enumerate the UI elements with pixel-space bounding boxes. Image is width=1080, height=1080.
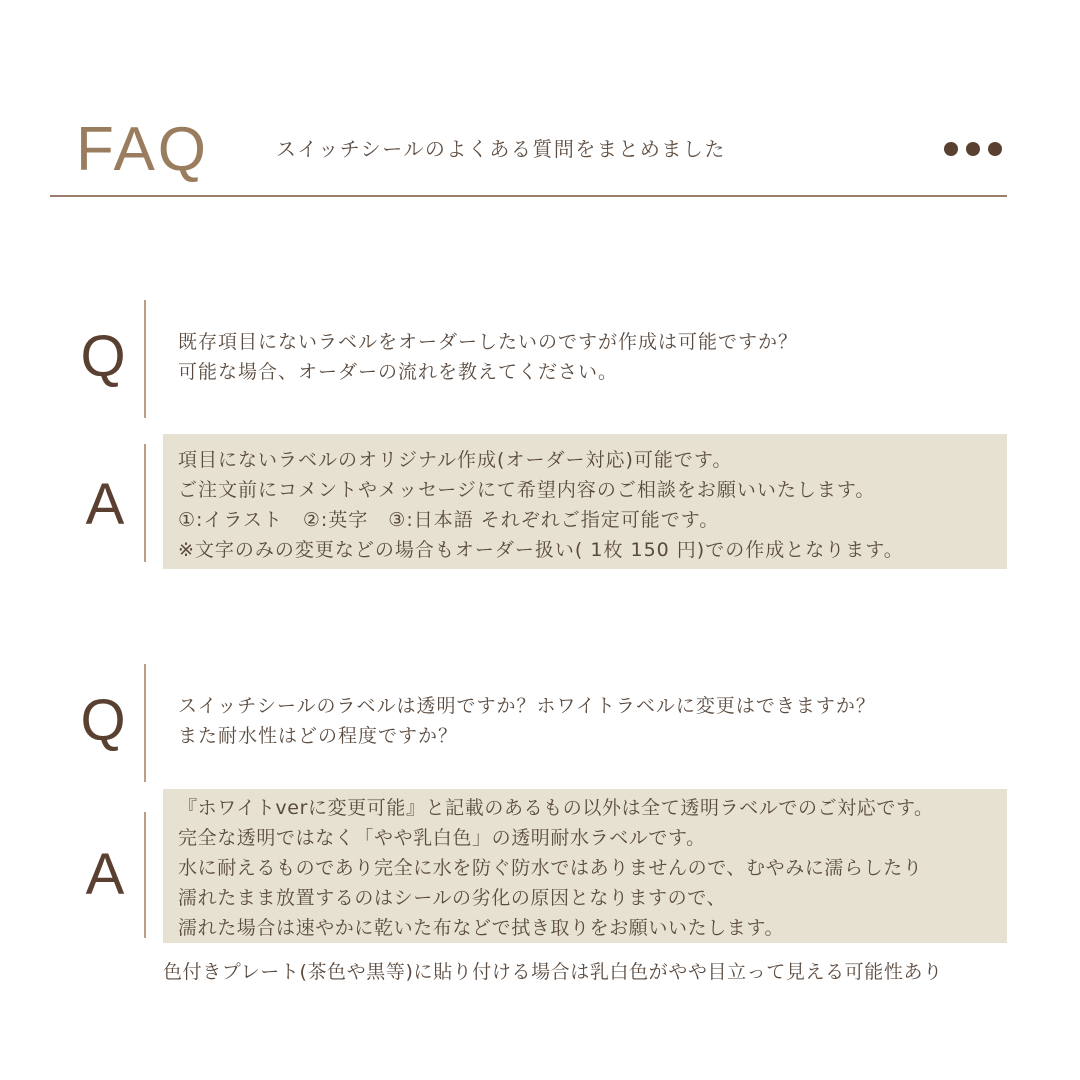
question-divider: [144, 664, 146, 782]
answer-divider: [144, 812, 146, 938]
question-marker: Q: [80, 688, 126, 753]
page-title: FAQ: [76, 115, 210, 184]
dot: [988, 142, 1002, 156]
header-divider: [50, 195, 1007, 197]
question-text: [178, 691, 876, 751]
answer-line: 濡れた場合は速やかに乾いた布などで拭き取りをお願いいたします。: [178, 917, 785, 939]
answer-line: 濡れたまま放置するのはシールの劣化の原因となりますので、: [178, 887, 727, 909]
dot: [944, 142, 958, 156]
answer-text: [178, 793, 934, 943]
question-divider: [144, 300, 146, 418]
answer-divider: [144, 444, 146, 562]
answer-marker: A: [85, 472, 125, 537]
question-line: スイッチシールのラベルは透明ですか？ホワイトラベルに変更はできますか？: [178, 695, 876, 717]
answer-marker: A: [85, 842, 125, 907]
answer-text: [178, 445, 904, 565]
page-subtitle: スイッチシールのよくある質問をまとめました: [276, 137, 726, 161]
answer-line: ※文字のみの変更などの場合もオーダー扱い( 1枚 150 円)での作成となります。: [178, 539, 904, 561]
question-marker: Q: [80, 324, 126, 389]
question-text: [178, 327, 798, 387]
dot: [966, 142, 980, 156]
more-dots-icon[interactable]: [944, 142, 1002, 156]
question-line: また耐水性はどの程度ですか？: [178, 725, 459, 747]
footnote: 色付きプレート(茶色や黒等)に貼り付ける場合は乳白色がやや目立って見える可能性あり: [163, 961, 943, 983]
answer-line: ①:イラスト ②:英字 ③:日本語 それぞれご指定可能です。: [178, 509, 720, 531]
answer-line: 水に耐えるものであり完全に水を防ぐ防水ではありませんので、むやみに濡らしたり: [178, 857, 923, 879]
answer-line: 完全な透明ではなく「やや乳白色」の透明耐水ラベルです。: [178, 827, 706, 849]
answer-line: 項目にないラベルのオリジナル作成(オーダー対応)可能です。: [178, 449, 733, 471]
question-line: 可能な場合、オーダーの流れを教えてください。: [178, 361, 619, 383]
answer-line: 『ホワイトverに変更可能』と記載のあるもの以外は全て透明ラベルでのご対応です。: [178, 797, 934, 819]
question-line: 既存項目にないラベルをオーダーしたいのですが作成は可能ですか？: [178, 331, 799, 353]
answer-line: ご注文前にコメントやメッセージにて希望内容のご相談をお願いいたします。: [178, 479, 876, 501]
